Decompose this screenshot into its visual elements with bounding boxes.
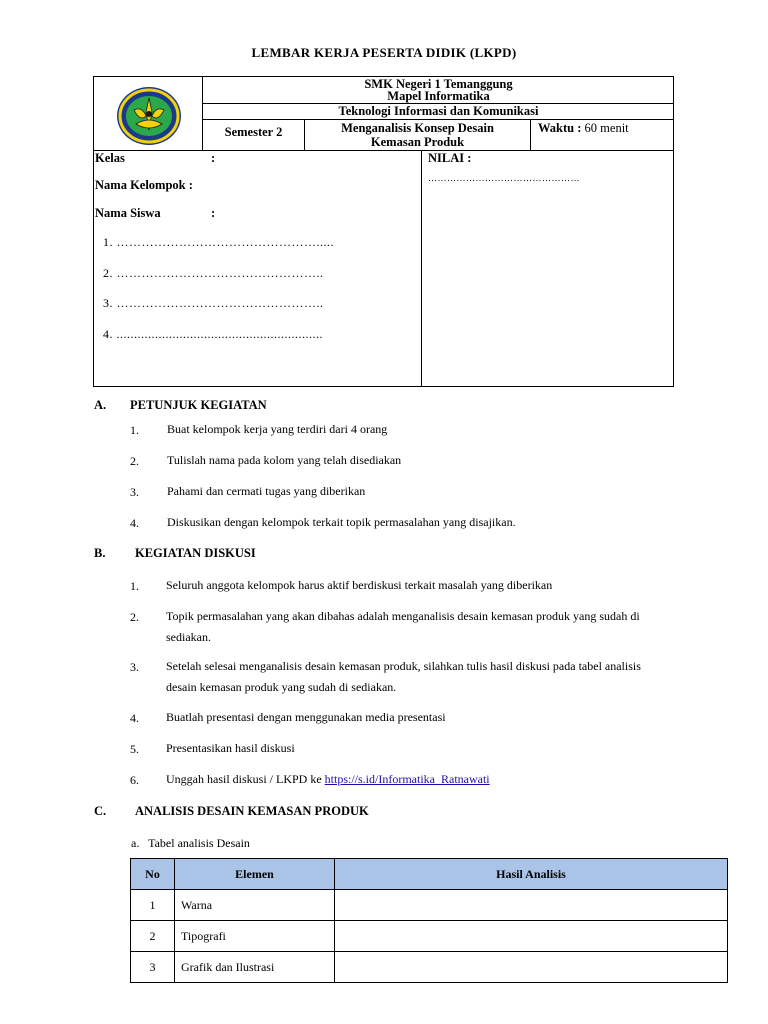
upload-text: Unggah hasil diskusi / LKPD ke (166, 772, 325, 786)
list-number: 1. (130, 423, 139, 437)
section-c-letter: C. (94, 804, 107, 818)
list-number: 3. (130, 485, 139, 499)
nama-siswa-colon: : (211, 206, 216, 220)
section-a-letter: A. (94, 398, 107, 412)
material-line2: Kemasan Produk (370, 135, 465, 149)
cell-hasil[interactable] (335, 921, 728, 952)
member-field-1[interactable]: 1. …………………………………………..... (103, 235, 334, 249)
list-item: Diskusikan dengan kelompok terkait topik permasalahan yang disajikan. (167, 515, 516, 529)
subject-name: Mapel Informatika (387, 89, 490, 103)
cell-elemen: Grafik dan Ilustrasi (175, 952, 335, 983)
header-hasil: Hasil Analisis (335, 859, 728, 890)
cell-elemen: Warna (175, 890, 335, 921)
divider (421, 150, 422, 387)
list-item (166, 769, 490, 789)
table-caption: a. Tabel analisis Desain (131, 836, 250, 850)
table-row (131, 952, 728, 983)
school-logo (116, 86, 182, 151)
list-item: Seluruh anggota kelompok harus aktif berdiskusi terkait masalah yang diberikan (166, 578, 553, 592)
school-name: SMK Negeri 1 Temanggung (364, 77, 513, 91)
list-item: Presentasikan hasil diskusi (166, 741, 295, 755)
list-item: Buat kelompok kerja yang terdiri dari 4 orang (167, 422, 388, 436)
list-number: 1. (130, 579, 139, 593)
divider (530, 119, 531, 151)
table-row (131, 890, 728, 921)
header-no: No (131, 859, 175, 890)
table-header-row (131, 859, 728, 890)
member-field-4[interactable]: 4. ........................................................... (103, 327, 323, 341)
time-value: 60 menit (584, 121, 629, 135)
list-number: 4. (130, 711, 139, 725)
list-item: Topik permasalahan yang akan dibahas adalah menganalisis desain kemasan produk yang sudah di (166, 609, 640, 623)
cell-no: 1 (131, 890, 175, 921)
section-c-heading: ANALISIS DESAIN KEMASAN PRODUK (135, 804, 369, 818)
list-item: Tulislah nama pada kolom yang telah disediakan (167, 453, 402, 467)
cell-no: 3 (131, 952, 175, 983)
divider (202, 119, 674, 120)
list-item: Pahami dan cermati tugas yang diberikan (167, 484, 366, 498)
list-number: 6. (130, 773, 139, 787)
time-info (538, 121, 629, 136)
material-line1: Menganalisis Konsep Desain (341, 121, 494, 135)
table-row (131, 921, 728, 952)
analysis-table (130, 858, 728, 983)
list-number: 2. (130, 610, 139, 624)
section-b-heading: KEGIATAN DISKUSI (135, 546, 256, 560)
semester: Semester 2 (224, 125, 283, 139)
member-field-3[interactable]: 3. ………………………………………….. (103, 296, 324, 310)
list-item: Buatlah presentasi dengan menggunakan media presentasi (166, 710, 446, 724)
list-number: 2. (130, 454, 139, 468)
nama-siswa-label: Nama Siswa (95, 206, 161, 220)
list-number: 4. (130, 516, 139, 530)
kelas-label: Kelas (95, 151, 125, 165)
nilai-field[interactable]: ………………………………………… (428, 173, 580, 183)
cell-elemen: Tipografi (175, 921, 335, 952)
topic-name: Teknologi Informasi dan Komunikasi (338, 104, 539, 118)
list-item: Setelah selesai menganalisis desain kemasan produk, silahkan tulis hasil diskusi pada tabel analisis (166, 659, 641, 673)
cell-hasil[interactable] (335, 952, 728, 983)
list-number: 3. (130, 660, 139, 674)
section-a-heading: PETUNJUK KEGIATAN (130, 398, 267, 412)
page-title: LEMBAR KERJA PESERTA DIDIK (LKPD) (251, 45, 517, 60)
nilai-label: NILAI : (428, 151, 472, 165)
section-b-letter: B. (94, 546, 106, 560)
kelas-colon: : (211, 151, 216, 165)
time-label: Waktu : (538, 121, 582, 135)
upload-link[interactable]: https://s.id/Informatika_Ratnawati (324, 772, 490, 786)
nama-kelompok-label: Nama Kelompok : (95, 178, 193, 192)
cell-hasil[interactable] (335, 890, 728, 921)
list-number: 5. (130, 742, 139, 756)
member-field-2[interactable]: 2. ………………………………………….. (103, 266, 324, 280)
cell-no: 2 (131, 921, 175, 952)
list-item-cont: desain kemasan produk yang sudah di sediakan. (166, 680, 397, 694)
list-item-cont: sediakan. (166, 630, 211, 644)
header-elemen: Elemen (175, 859, 335, 890)
